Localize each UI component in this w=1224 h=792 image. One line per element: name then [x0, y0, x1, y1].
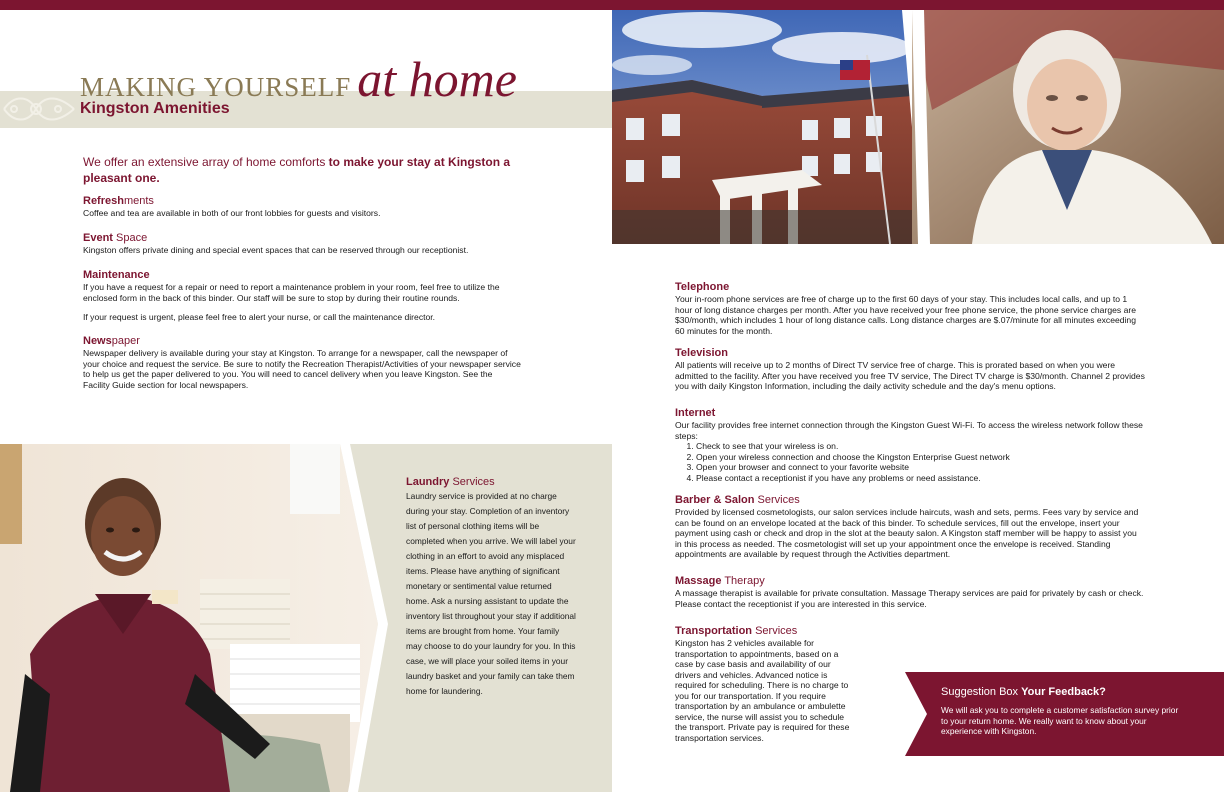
intro-text [83, 154, 513, 186]
section-text-2: If your request is urgent, please feel free to alert your nurse, or call the maintenance director. [83, 312, 436, 322]
section-barber-salon [675, 494, 1145, 560]
section-heading: Telephone [675, 281, 730, 293]
section-internet [675, 407, 1145, 483]
list-item: 2. Open your wireless connection and choose the Kingston Enterprise Guest network [696, 452, 1145, 463]
list-item: 4. Please contact a receptionist if you have any problems or need assistance. [696, 473, 1145, 484]
section-text: Coffee and tea are available in both of our front lobbies for guests and visitors. [83, 208, 381, 218]
section-heading: Maintenance [83, 269, 150, 281]
section-heading: Internet [675, 407, 716, 419]
section-heading: Event Space [83, 232, 148, 244]
section-telephone [675, 281, 1145, 336]
title-small: MAKING YOURSELF [80, 72, 352, 102]
photos-top [612, 10, 1224, 244]
page-subtitle: Kingston Amenities [80, 100, 230, 117]
ornament-icon [0, 91, 78, 128]
intro-normal: We offer an extensive array of home comforts [83, 155, 329, 169]
top-accent-bar [0, 0, 1224, 10]
section-text: If you have a request for a repair or need to report a maintenance problem in your room, feel free to utilize the enclosed form in the back of this binder. Our staff will be sure to stop by during their routine rounds. [83, 282, 500, 303]
section-text: All patients will receive up to 2 months of Direct TV service free of charge. This is prorated based on when you were admitted to the facility. After you have received you free TV service, The Direct TV charge is $30/month. Channel 2 provides you with daily Kingston Information, including the daily activity schedule and the day's menu options. [675, 360, 1145, 391]
section-text: Kingston offers private dining and special event spaces that can be reserved through our receptionist. [83, 245, 469, 255]
suggestion-text: We will ask you to complete a customer satisfaction survey prior to your return home. We really want to know about your experience with Kingston. [941, 705, 1179, 736]
section-newspaper [83, 335, 521, 390]
section-heading: Refreshments [83, 195, 154, 207]
suggestion-box [941, 686, 1181, 737]
building-photo-image [612, 10, 1224, 244]
intro-bold: to make your stay at Kingston a pleasant one. [83, 155, 511, 185]
section-television [675, 347, 1145, 392]
title-big: at home [357, 51, 517, 107]
section-text: Kingston has 2 vehicles available for transportation to appointments, based on a case by case basis and availability of our drivers and vehicles. Advanced notice is required for scheduling. There is no charge to you for our transportation. If you require transportation by an ambulance or ambulette service, the nurse will assist you to schedule the transport. Private pay is required for these transportation services. [675, 638, 850, 743]
section-text: Our facility provides free internet connection through the Kingston Guest Wi-Fi. To access the wireless network follow these steps: [675, 420, 1143, 441]
section-text: Your in-room phone services are free of charge up to the first 60 days of your stay. This includes local calls, and up to 1 hour of long distance charges per month. After you have received your free phone service, the phone service charges are $30/month, which includes 1 hour of long distance calls. Long distance charges are $.07/minute for all minutes exceeding 60 minutes for the month. [675, 294, 1136, 336]
section-text: Provided by licensed cosmetologists, our salon services include haircuts, wash and sets, perms. Fees vary by service and can be found on an envelope located at the back of this binder. To schedule services, fill out the envelope, insert your payment using cash or check and drop in the slot at the beauty salon. A Kingston staff member will be happy to assist you in this process as needed. The cosmetologist will set up your appointment once the envelope is received. Standing appointments are available by request through the Activities department. [675, 507, 1139, 559]
list-item: 3. Open your browser and connect to your favorite website [696, 462, 1145, 473]
section-heading: Laundry Services [406, 476, 495, 488]
section-text: A massage therapist is available for private consultation. Massage Therapy services are paid for privately by cash or check. Please contact the receptionist if you are interested in this service. [675, 588, 1144, 609]
section-text: Newspaper delivery is available during your stay at Kingston. To arrange for a newspaper, call the newspaper of your choice and request the service. Be sure to notify the Recreation Therapist/Activities of your newspaper service to help us get the paper delivered to you. You will need to cancel delivery when you leave Kingston. See the Facility Guide section for local newspapers. [83, 348, 521, 390]
section-laundry [406, 476, 576, 699]
section-heading: Transportation Services [675, 625, 798, 637]
internet-steps [689, 441, 1145, 483]
section-heading: Television [675, 347, 728, 359]
section-massage [675, 575, 1145, 609]
section-refreshments [83, 195, 523, 219]
suggestion-title: Suggestion Box Your Feedback? [941, 686, 1106, 698]
section-heading: Massage Therapy [675, 575, 765, 587]
section-transportation [675, 625, 853, 743]
list-item: 1. Check to see that your wireless is on. [696, 441, 1145, 452]
section-heading: Barber & Salon Services [675, 494, 800, 506]
section-event-space [83, 232, 523, 256]
section-maintenance [83, 269, 513, 323]
section-text: Laundry service is provided at no charge during your stay. Completion of an inventory list of personal clothing items will be completed when you arrive. We will label your clothing in an effort to avoid any misplaced items. Please have anything of significant monetary or sentimental value returned home. Ask a nursing assistant to update the inventory list throughout your stay if additional items are brought from home. Your family may choose to do your laundry for you. In this case, we will place your soiled items in your laundry basket and your family can take them home for laundering. [406, 491, 576, 696]
section-heading: Newspaper [83, 335, 140, 347]
